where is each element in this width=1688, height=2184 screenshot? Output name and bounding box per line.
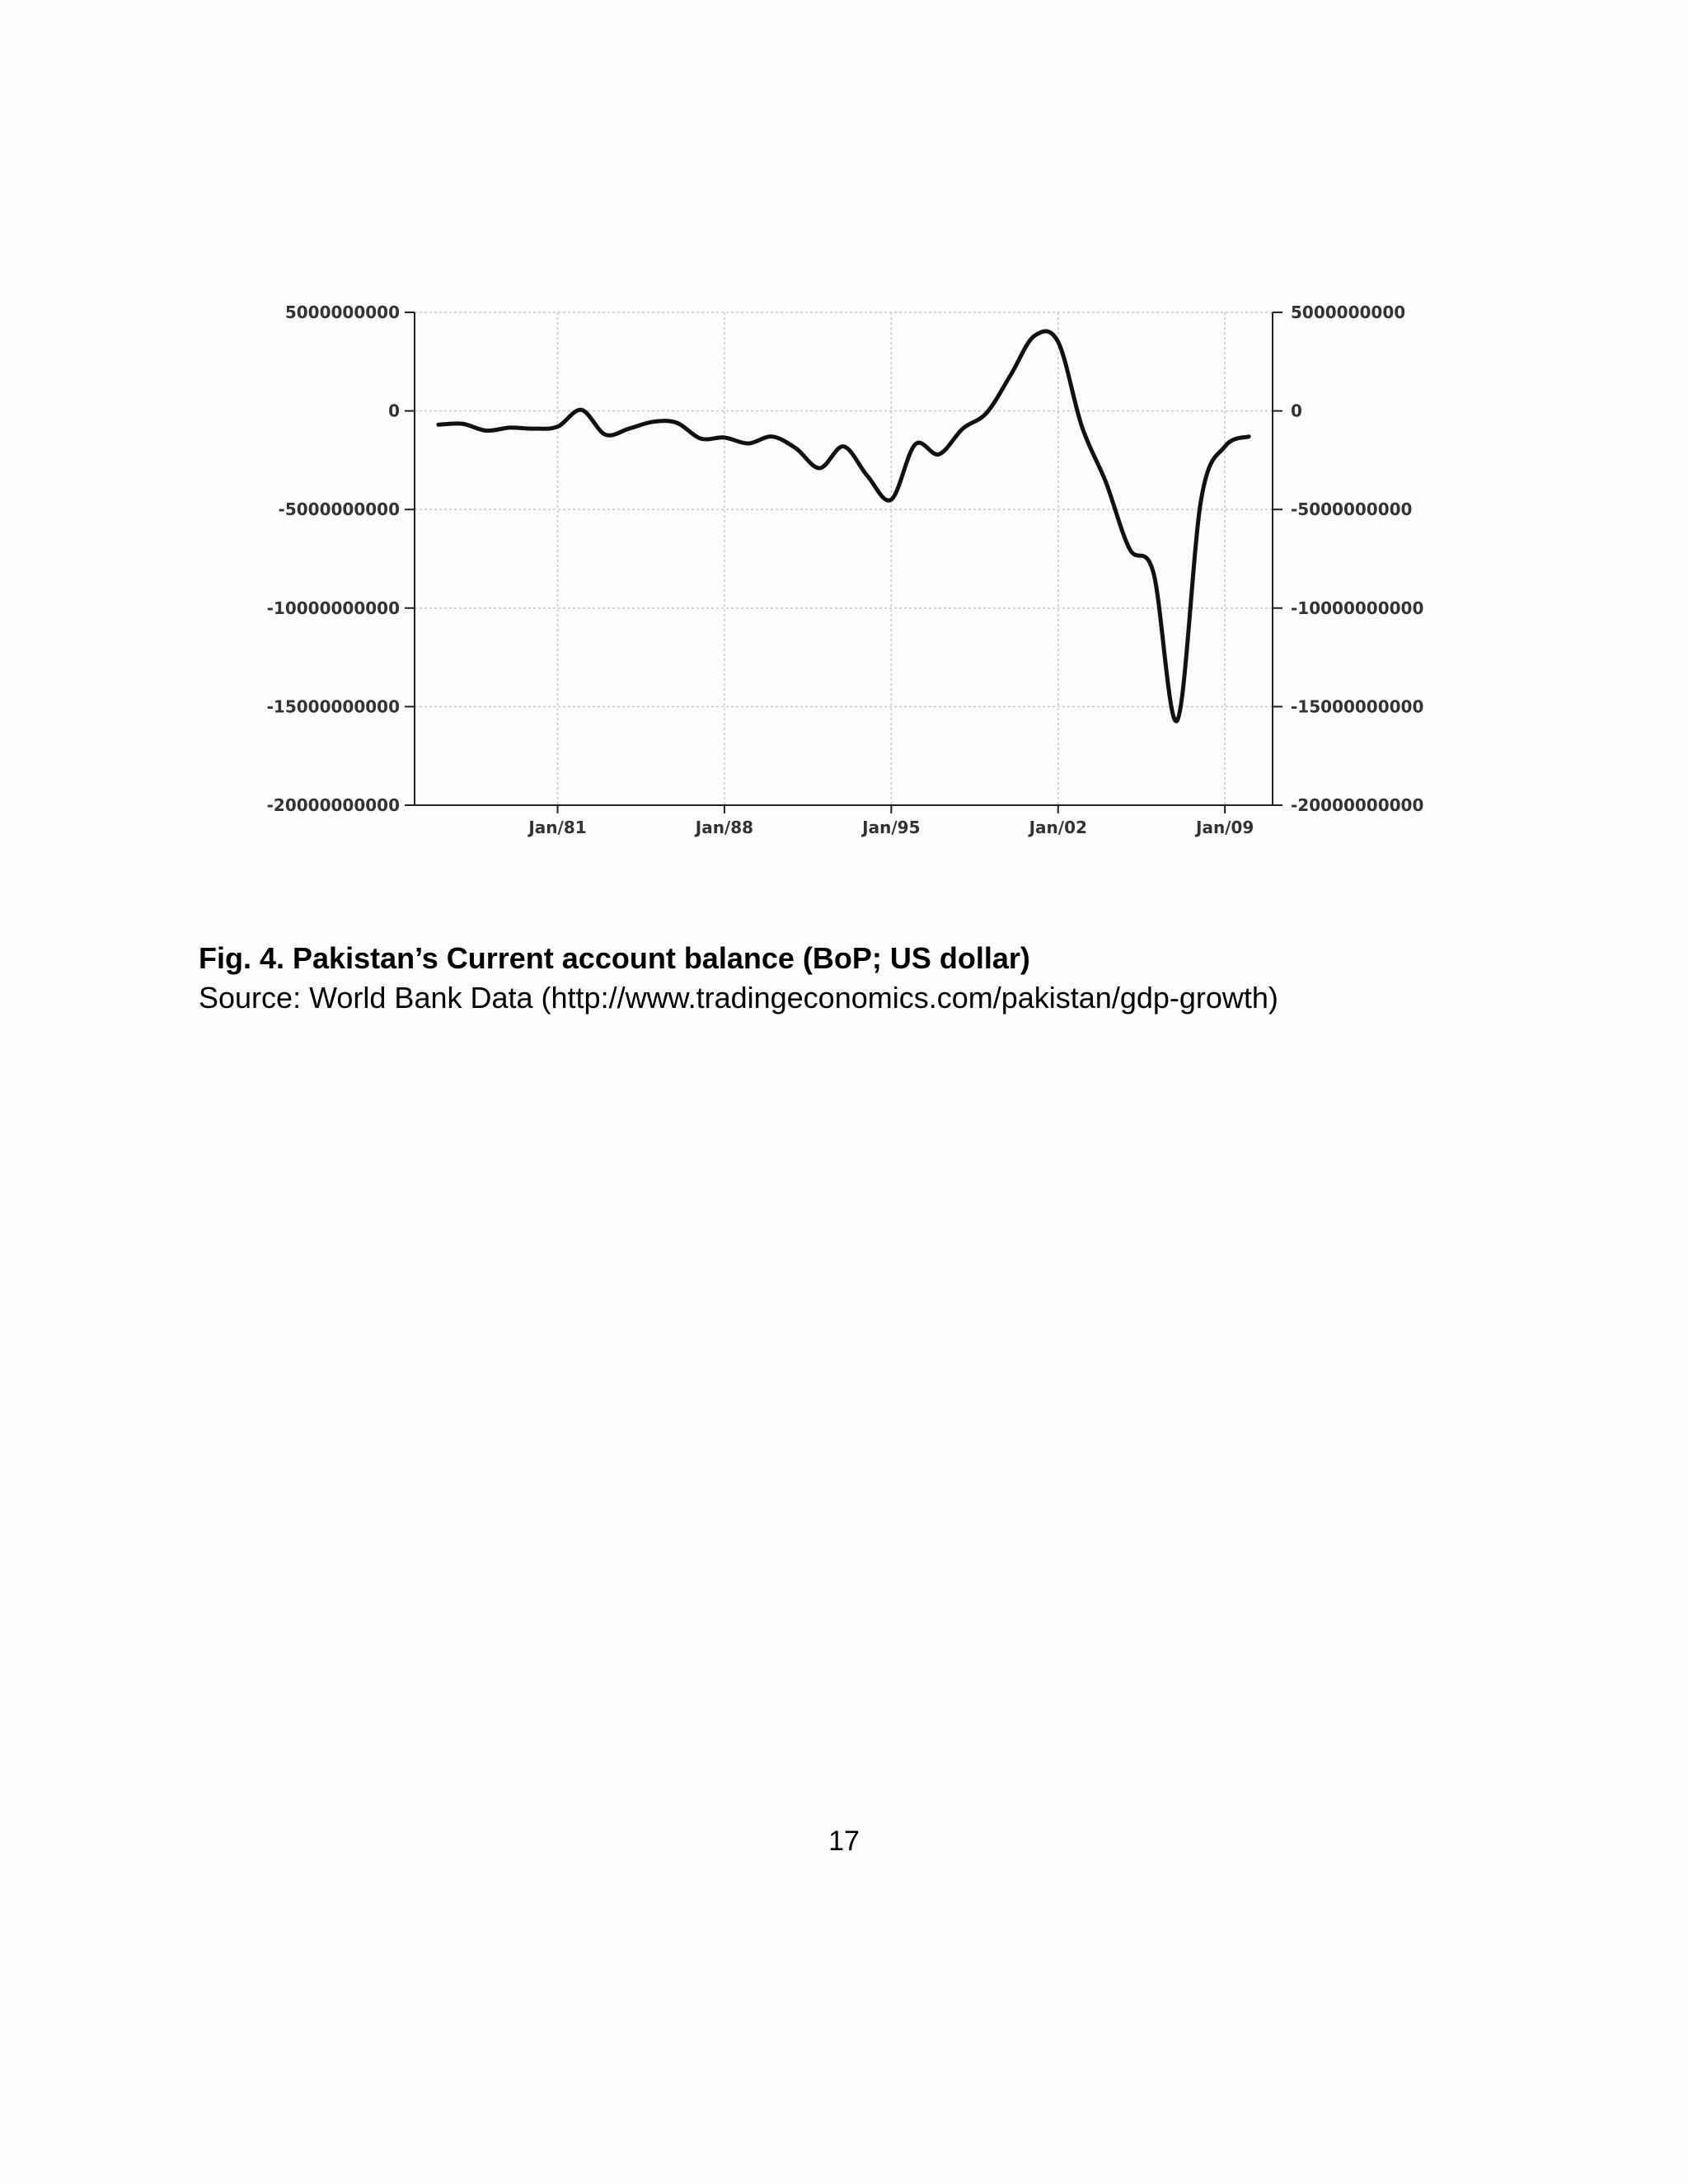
y-tick-label-right: 0: [1291, 401, 1302, 421]
current-account-chart: [0, 0, 1688, 907]
tick-labels: [267, 302, 1424, 837]
y-tick-label-right: -20000000000: [1291, 795, 1424, 815]
y-tick-label-left: -5000000000: [278, 499, 400, 520]
figure-caption-title: Fig. 4. Pakistan’s Current account balance (BoP; US dollar): [199, 941, 1030, 975]
grid-lines: [415, 312, 1273, 805]
page-number: 17: [828, 1825, 860, 1857]
y-tick-label-right: -10000000000: [1291, 598, 1424, 618]
x-tick-label: Jan/95: [862, 818, 921, 837]
x-tick-label: Jan/81: [528, 818, 587, 837]
figure-caption-source: Source: World Bank Data (http://www.tradingeconomics.com/pakistan/gdp-growth): [199, 981, 1278, 1015]
x-tick-label: Jan/88: [695, 818, 754, 837]
y-tick-label-left: 5000000000: [284, 302, 400, 322]
y-tick-label-right: 5000000000: [1291, 302, 1406, 322]
y-tick-label-left: -20000000000: [266, 795, 400, 815]
x-tick-label: Jan/02: [1029, 818, 1087, 837]
y-tick-label-left: -10000000000: [266, 598, 400, 618]
y-tick-label-right: -5000000000: [1291, 499, 1413, 520]
y-tick-label-right: -15000000000: [1291, 696, 1424, 717]
series-line: [438, 331, 1249, 721]
y-tick-label-left: -15000000000: [266, 696, 400, 717]
y-tick-label-left: 0: [388, 401, 400, 421]
x-tick-label: Jan/09: [1196, 818, 1254, 837]
